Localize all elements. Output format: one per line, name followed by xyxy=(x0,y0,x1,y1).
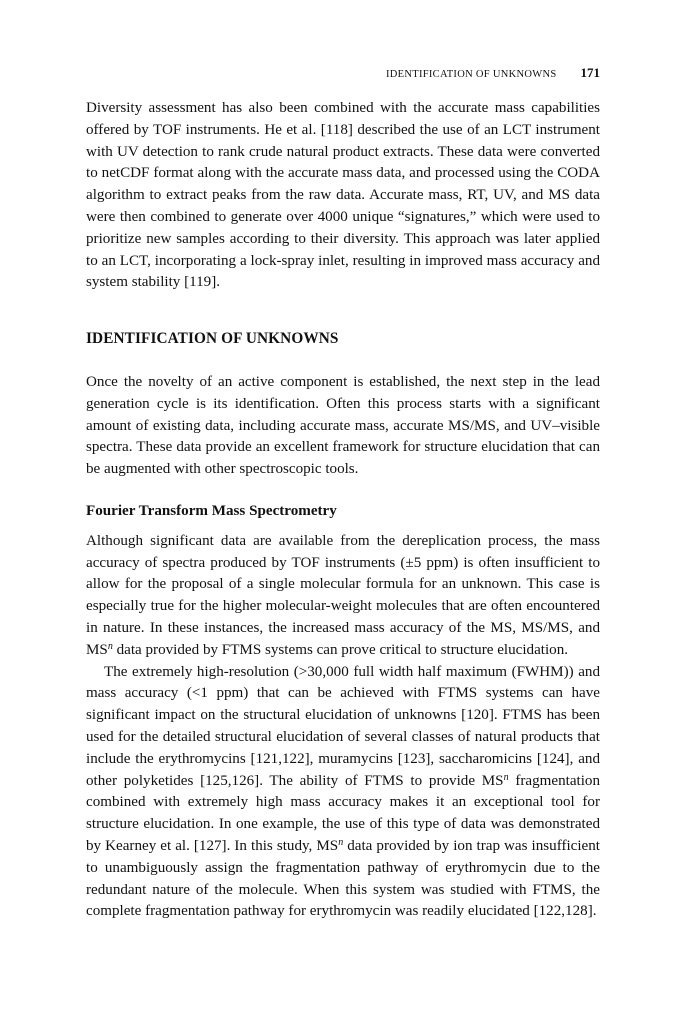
ftms-p1-text-b: data provided by FTMS systems can prove critical to structure elucidation. xyxy=(112,641,569,658)
book-page xyxy=(86,62,600,923)
ftms-p1-text-a: Although significant data are available from the dereplication process, the mass accuracy of spectra produced by TOF instruments (±5 ppm) is often insufficient to allow for the proposal of a single molecular formula for an unknown. This case is especially true for the higher molecular-weight molecules that are often encountered in nature. In these instances, the increased mass accuracy of the MS, MS/MS, and xyxy=(86,532,600,636)
ftms-p2-text-b: fragmentation combined with extremely high mass accuracy makes it an exceptional tool for structure elucidation. In one example, the use of this type of data was demonstrated by Kearney et al. [127]. In this study, xyxy=(86,772,600,854)
subsection-heading: Fourier Transform Mass Spectrometry xyxy=(86,502,337,519)
msn-term: $MS^n$ xyxy=(86,640,113,658)
ftms-paragraph-2 xyxy=(86,662,600,924)
section-paragraph: Once the novelty of an active component is established, the next step in the lead generation cycle is its identification. Often this process starts with a significant amount of existing data, including accurate mass, accurate MS/MS, and UV–visible spectra. These data provide an excellent framework for structure elucidation that can be augmented with other spectroscopic tools. xyxy=(86,373,600,478)
msn-term: $MS^n$ xyxy=(481,771,509,789)
ftms-p2-text-c: data provided by ion trap was insufficient to unambiguously assign the fragmentation pathway of erythromycin due to the redundant nature of the molecule. When this system was studied with FTMS, the complete fragmentation pathway for erythromycin was readily elucidated [122,128]. xyxy=(86,837,600,920)
page-number: 171 xyxy=(580,65,600,80)
running-header xyxy=(86,62,600,84)
ftms-p2-text-a: The extremely high-resolution (>30,000 full width half maximum (FWHM)) and mass accuracy (<1 ppm) that can be achieved with FTMS systems can have significant impact on the structural elucidation of unknowns [120]. FTMS has been used for the detailed structural elucidation of several classes of natural products that include the erythromycins [121,122], muramycins [123], saccharomicins [124], and other polyketides [125,126]. The ability of FTMS to provide xyxy=(86,663,600,789)
section-heading: IDENTIFICATION OF UNKNOWNS xyxy=(86,330,339,348)
running-title: IDENTIFICATION OF UNKNOWNS xyxy=(385,69,557,80)
msn-term: $MS^n$ xyxy=(316,836,344,854)
intro-paragraph: Diversity assessment has also been combined with the accurate mass capabilities offered by TOF instruments. He et al. [118] described the use of an LCT instrument with UV detection to rank crude natural product extracts. These data were converted to netCDF format along with the accurate mass data, and processed using the CODA algorithm to extract peaks from the raw data. Accurate mass, RT, UV, and MS data were then combined to generate over 4000 unique “signatures,” which were used to prioritize new samples according to their diversity. This approach was later applied to an LCT, incorporating a lock-spray inlet, resulting in improved mass accuracy and system stability [119]. xyxy=(86,100,600,291)
ftms-paragraph-1 xyxy=(86,531,600,662)
